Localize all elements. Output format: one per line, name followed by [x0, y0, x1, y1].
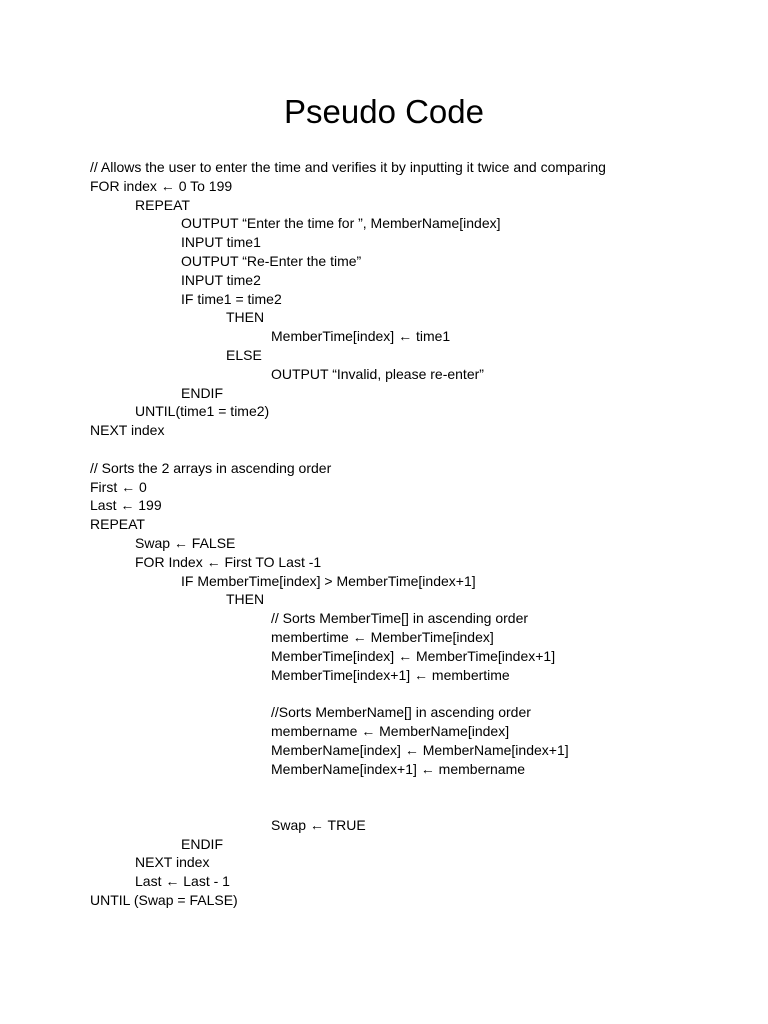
code-line: Last ← 199	[90, 497, 162, 514]
page-title: Pseudo Code	[284, 93, 484, 130]
code-line: // Allows the user to enter the time and verifies it by inputting it twice and comparing	[90, 159, 606, 175]
code-line: // Sorts the 2 arrays in ascending order	[90, 459, 332, 476]
code-line: IF MemberTime[index] > MemberTime[index+1]	[181, 572, 476, 589]
code-line: MemberTime[index+1] ← membertime	[271, 666, 510, 683]
code-line: THEN	[226, 309, 265, 326]
code-line: Last ← Last - 1	[135, 873, 230, 890]
code-line: FOR Index ← First TO Last -1	[135, 553, 322, 570]
code-line: INPUT time1	[181, 234, 261, 251]
code-line: MemberName[index+1] ← membername	[271, 760, 526, 777]
code-line: REPEAT	[90, 516, 145, 533]
code-line: MemberTime[index] ← MemberTime[index+1]	[271, 647, 556, 664]
code-line: membername ← MemberName[index]	[271, 722, 510, 739]
code-line: ENDIF	[181, 835, 223, 852]
code-line: FOR index ← 0 To 199	[90, 177, 233, 194]
blank-line	[90, 684, 730, 703]
code-line: Swap ← FALSE	[135, 534, 236, 551]
code-line: THEN	[226, 591, 265, 608]
pseudo-code-block	[90, 158, 730, 910]
code-line: OUTPUT “Enter the time for ”, MemberName[index]	[181, 215, 501, 232]
blank-line	[90, 778, 730, 797]
code-line: UNTIL(time1 = time2)	[135, 403, 270, 420]
code-line: ENDIF	[181, 384, 223, 401]
code-line: INPUT time2	[181, 271, 261, 288]
code-line: NEXT index	[135, 854, 210, 871]
code-line: //Sorts MemberName[] in ascending order	[271, 704, 531, 721]
code-line: UNTIL (Swap = FALSE)	[90, 892, 238, 909]
code-line: OUTPUT “Re-Enter the time”	[181, 252, 362, 269]
code-line: NEXT index	[90, 422, 165, 439]
code-line: membertime ← MemberTime[index]	[271, 628, 494, 645]
blank-line	[90, 440, 730, 459]
blank-line	[90, 797, 730, 816]
code-line: REPEAT	[135, 196, 190, 213]
code-line: ELSE	[226, 346, 262, 363]
code-line: Swap ← TRUE	[271, 816, 366, 833]
code-line: First ← 0	[90, 478, 147, 495]
code-line: IF time1 = time2	[181, 290, 282, 307]
code-line: MemberName[index] ← MemberName[index+1]	[271, 741, 569, 758]
code-line: OUTPUT “Invalid, please re-enter”	[271, 365, 484, 382]
code-line: // Sorts MemberTime[] in ascending order	[271, 610, 529, 627]
code-line: MemberTime[index] ← time1	[271, 328, 451, 345]
